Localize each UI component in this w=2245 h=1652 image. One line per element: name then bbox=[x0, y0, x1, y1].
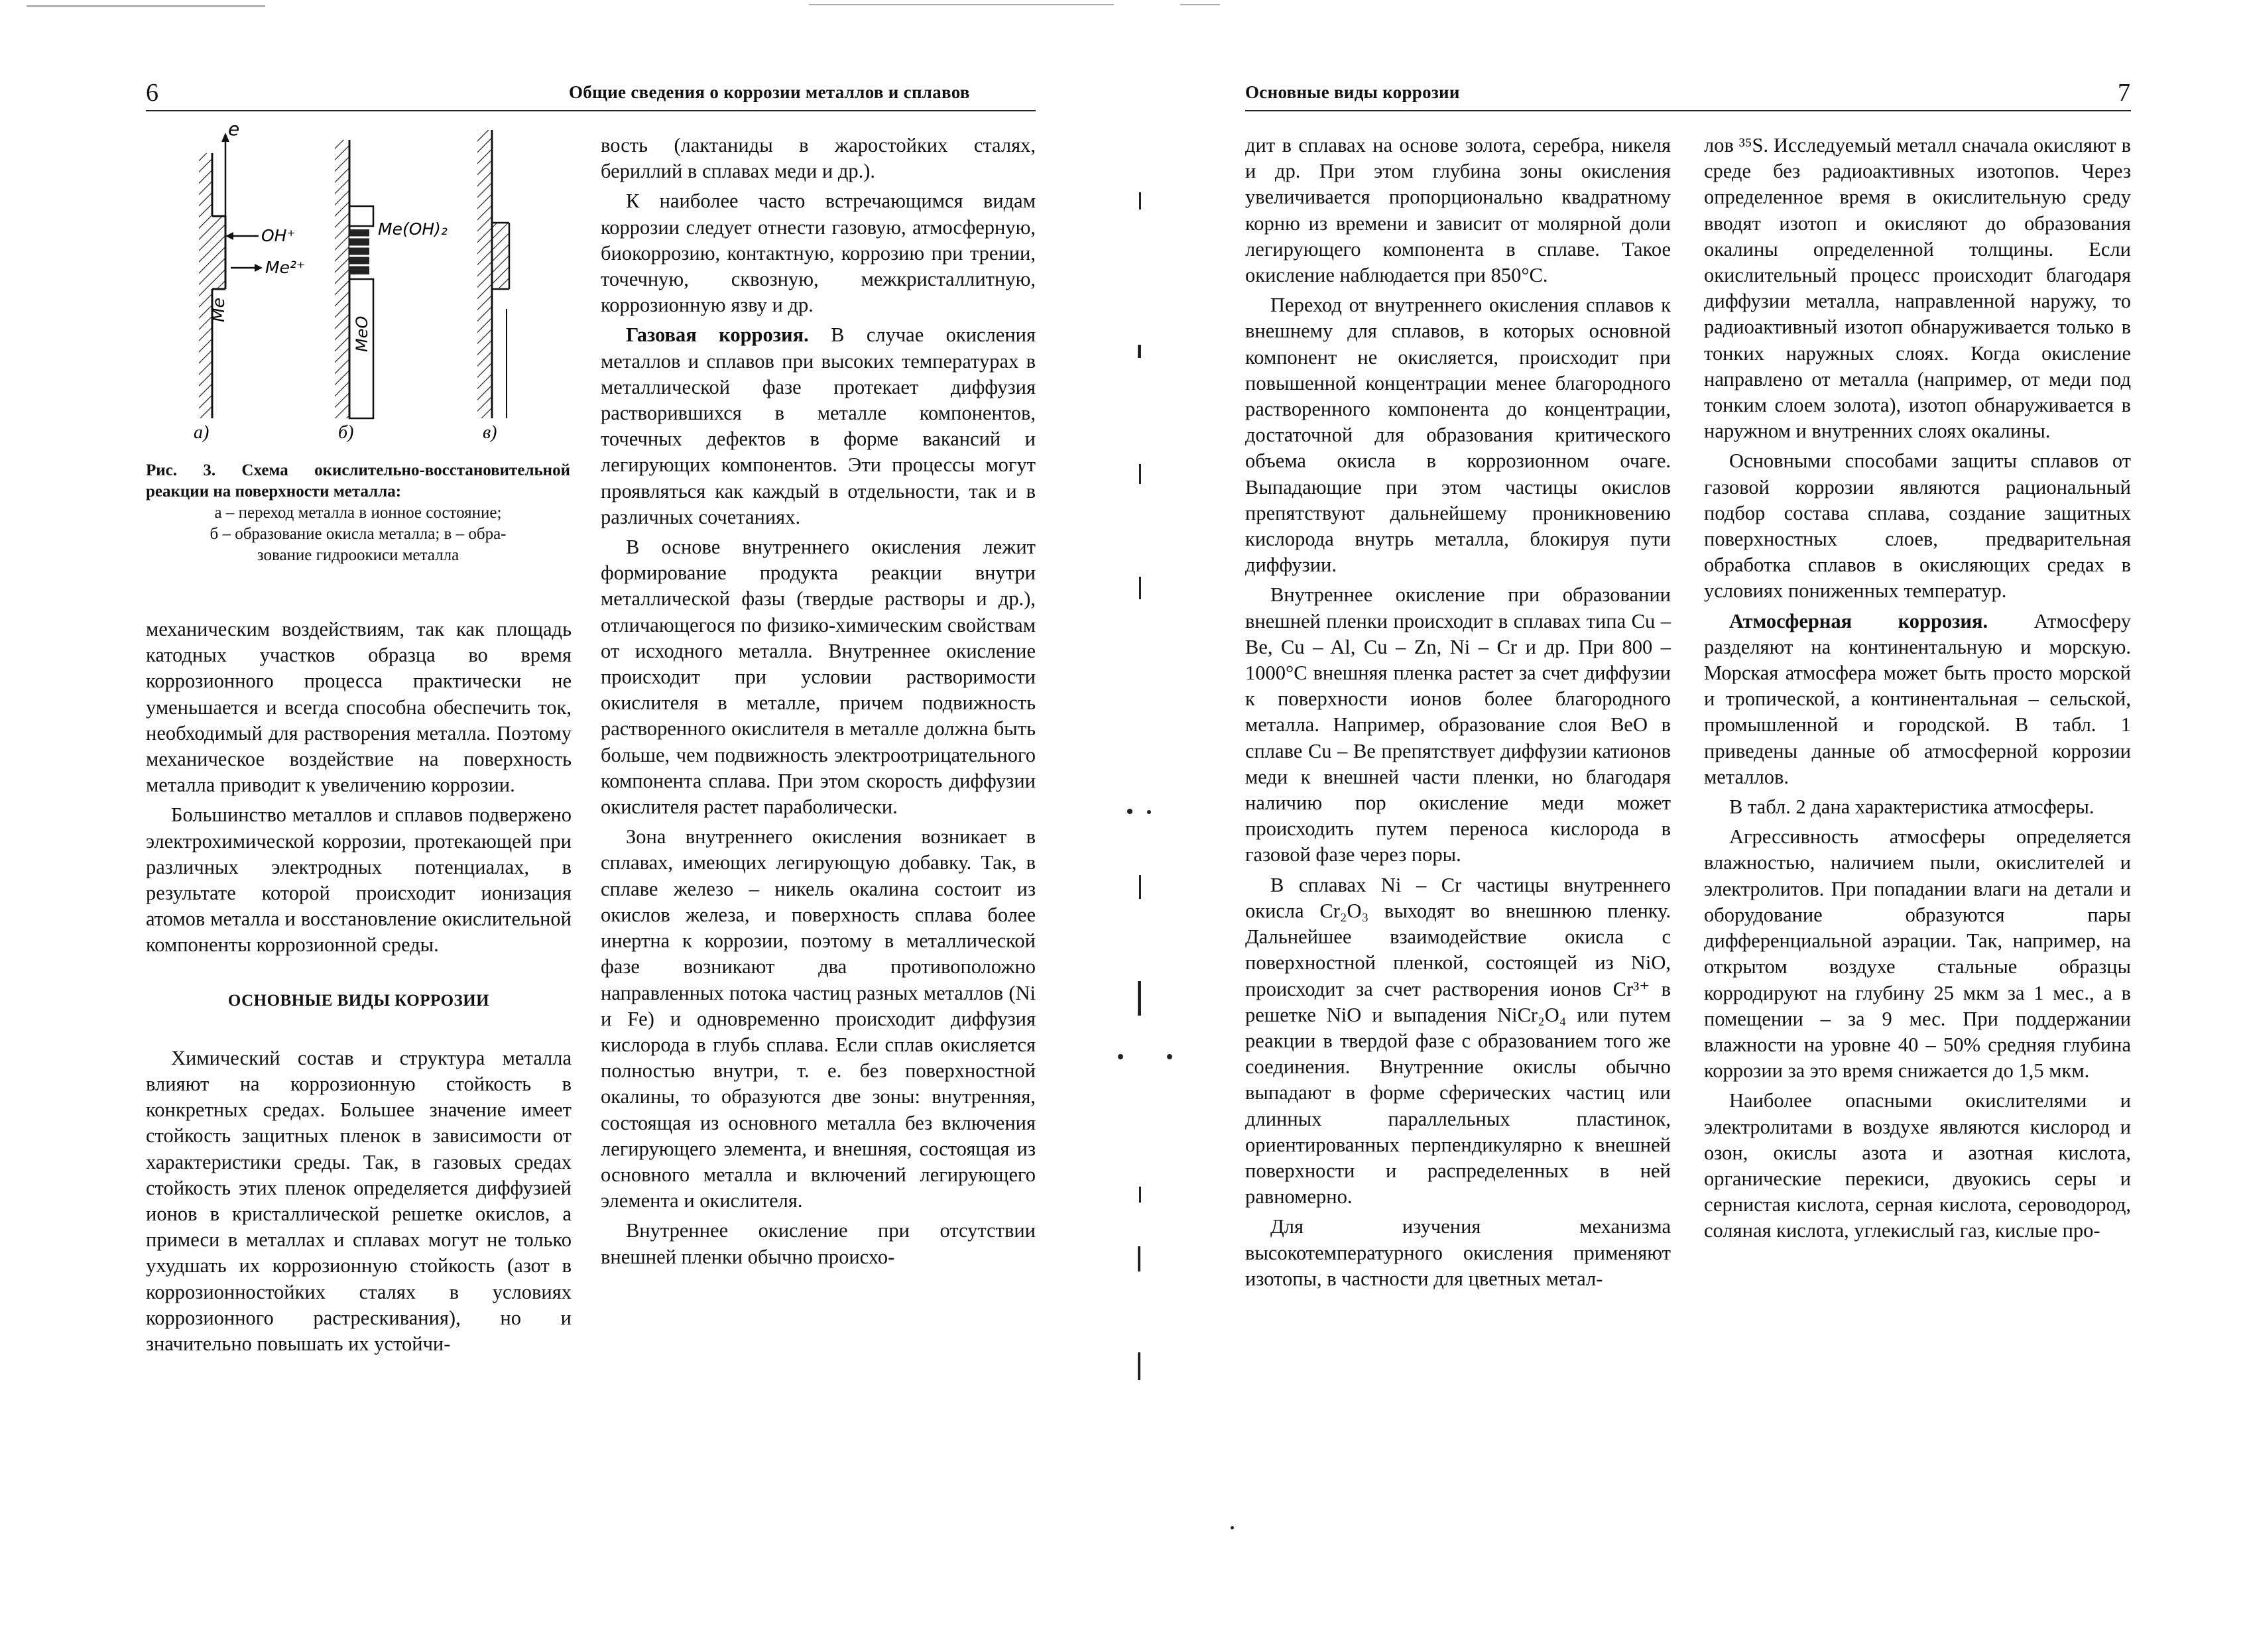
scan-artifact bbox=[809, 4, 1114, 5]
gutter-mark bbox=[1138, 345, 1141, 358]
gutter-mark bbox=[1139, 1187, 1141, 1203]
figure-panel-a bbox=[194, 123, 305, 443]
figure-caption-line: а – переход металла в ионное состояние; bbox=[214, 504, 502, 522]
section-heading: ОСНОВНЫЕ ВИДЫ КОРРОЗИИ bbox=[227, 991, 490, 1010]
gutter-mark bbox=[1147, 810, 1151, 814]
figure-3-caption bbox=[146, 460, 570, 566]
gutter-mark bbox=[1118, 1054, 1123, 1059]
figure-label-meo: MeO bbox=[353, 316, 371, 352]
paragraph: Газовая коррозия. В случае окисления металлов и сплавов при высоких температурах в металлической фазе протекает диффузия растворившихся в металле компонентов, точечных дефектов в форме вакансий и легирующих компонентов. Эти процессы могут проявляться как каждый в отдельности, так и в различных сочетаниях. bbox=[601, 324, 1036, 528]
figure-label-oh: OH⁺ bbox=[261, 226, 296, 245]
gutter-mark bbox=[1138, 1352, 1140, 1380]
gutter-mark bbox=[1139, 875, 1141, 899]
scan-artifact bbox=[27, 5, 265, 7]
figure-panel-b bbox=[335, 140, 448, 443]
paragraph: Большинство металлов и сплавов подвержено электрохимической коррозии, протекающей при различных электродных потенциалах, в результате которой происходит ионизация атомов металла и восстановление окислительной компоненты коррозионной среды. bbox=[146, 803, 572, 957]
left-page-column-2 bbox=[601, 133, 1036, 1274]
paragraph: Агрессивность атмосферы определяется влажностью, наличием пыли, окислителей и электролитов. При попадании влаги на детали и оборудование образуются пары дифференциальной аэрации. Так, например, на открытом воздухе стальные образцы корродируют на глубину 25 мкм за 1 мес., а в помещении – за 9 мес. При поддержании влажности на уровне 40 – 50% средняя глубина коррозии за это время снижается до 1,5 мкм. bbox=[1704, 825, 2131, 1083]
figure-caption-title: Рис. 3. Схема окислительно-восстановительной реакции на поверхности металла: bbox=[146, 461, 570, 501]
figure-label-me: Me bbox=[209, 298, 228, 322]
figure-3-diagram bbox=[146, 123, 570, 448]
figure-panel-v bbox=[477, 130, 509, 443]
gutter-mark bbox=[1127, 809, 1132, 814]
figure-label-e: e bbox=[228, 123, 240, 140]
run-in-heading: Атмосферная коррозия. bbox=[1729, 609, 1988, 632]
paragraph: Наиболее опасными окислителями и электролитами в воздухе являются кислород и озон, окислы азота и азотная кислота, органические перекиси, двуокись серы и сернистая кислота, серная кислота, сероводород, соляная кислота, углекислый газ, кислые про- bbox=[1704, 1089, 2131, 1242]
paragraph: Химический состав и структура металла влияют на коррозионную стойкость в конкретных средах. Большее значение имеет стойкость защитных пленок в зависимости от характеристики среды. Так, в газовых средах стойкость этих пленок определяется диффузией ионов в кристаллической решетке окислов, а примеси в металлах и сплавах могут не только ухудшать их коррозионную стойкость (азот в коррозионностойких сталях в условиях коррозионного растрескивания), но и значительно повышать их устойчи- bbox=[146, 1046, 572, 1356]
left-header-rule bbox=[146, 110, 1036, 111]
paragraph: Зона внутреннего окисления возникает в сплавах, имеющих легирующую добавку. Так, в сплаве железо – никель окалина состоит из окислов железа, и поверхность сплава более инертна к коррозии, поэтому в металлической фазе возникают два противоположно направленных потока частиц разных металлов (Ni и Fe) и одновременно происходит диффузия кислорода в глубь сплава. Если сплав окисляется полностью внутри, т. е. без поверхностной окалины, то образуются две зоны: внутренняя, состоящая из основного металла без включения легирующего элемента, и внешняя, состоящая из основного металла и включений легирующего элемента и окислителя. bbox=[601, 825, 1036, 1212]
left-running-head: Общие сведения о коррозии металлов и сплавов bbox=[569, 82, 970, 102]
paragraph: Атмосферная коррозия. Атмосферу разделяют на континентальную и морскую. Морская атмосфера может быть просто морской и тропической, а континентальная – сельской, промышленной и городской. В табл. 1 приведены данные об атмосферной коррозии металлов. bbox=[1704, 609, 2131, 788]
right-page-number: 7 bbox=[2118, 79, 2130, 107]
figure-label-a: а) bbox=[194, 422, 210, 443]
figure-label-v: в) bbox=[483, 422, 497, 443]
gutter-mark bbox=[1139, 192, 1141, 209]
gutter-mark bbox=[1138, 1246, 1140, 1271]
figure-label-me2: Me²⁺ bbox=[265, 258, 306, 277]
figure-caption-line: б – образование окисла металла; в – обра- bbox=[210, 525, 507, 543]
right-page-column-2 bbox=[1704, 133, 2131, 1248]
paragraph: В табл. 2 дана характеристика атмосферы. bbox=[1729, 796, 2094, 819]
gutter-mark bbox=[1167, 1054, 1172, 1059]
paragraph: Для изучения механизма высокотемпературного окисления применяют изотопы, в частности для цветных метал- bbox=[1245, 1215, 1671, 1290]
paragraph: Внутреннее окисление при отсутствии внешней пленки обычно происхо- bbox=[601, 1219, 1036, 1268]
paragraph: К наиболее часто встречающимся видам коррозии следует отнести газовую, атмосферную, биокоррозию, контактную, коррозию при трении, точечную, сквозную, межкристаллитную, коррозионную язву и др. bbox=[601, 190, 1036, 317]
figure-caption-line: зование гидроокиси металла bbox=[257, 546, 459, 564]
right-page-column-1 bbox=[1245, 133, 1671, 1296]
right-header-rule bbox=[1245, 110, 2131, 111]
paragraph: дит в сплавах на основе золота, серебра, никеля и др. При этом глубина зоны окисления увеличивается пропорционально квадратному корню из времени и зависит от молярной доли легирующего компонента в сплаве. Такое окисление наблюдается при 850°С. bbox=[1245, 134, 1671, 287]
right-running-head: Основные виды коррозии bbox=[1245, 82, 1460, 102]
gutter-mark bbox=[1138, 981, 1141, 1016]
paragraph: Внутреннее окисление при образовании внешней пленки происходит в сплавах типа Cu – Be, Cu – Al, Cu – Zn, Ni – Cr и др. При 800 – 1000°С внешняя пленка растет за счет диффузии к поверхности ионов более благородного металла. Например, образование слоя BeO в сплаве Cu – Be препятствует диффузии катионов меди к внешней части пленки, но благодаря наличию пор окисление меди может происходить путем переноса кислорода в газовой фазе через поры. bbox=[1245, 583, 1671, 866]
paragraph: В основе внутреннего окисления лежит формирование продукта реакции внутри металлической фазы (твердые растворы и др.), отличающегося по физико-химическим свойствам от исходного металла. Внутреннее окисление происходит при условии растворимости окислителя в металле, причем подвижность растворенного окислителя в металле должна быть больше, чем подвижность электроотрицательного компонента сплава. При этом скорость диффузии окислителя растет параболически. bbox=[601, 536, 1036, 819]
run-in-heading: Газовая коррозия. bbox=[626, 324, 809, 347]
left-page-column-1 bbox=[146, 617, 572, 1361]
paragraph: Основными способами защиты сплавов от газовой коррозии являются рациональный подбор состава сплава, создание защитных поверхностных слоев, предварительная обработка сплавов в окисляющих средах в условиях пониженных температур. bbox=[1704, 449, 2131, 603]
figure-label-b: б) bbox=[338, 422, 354, 443]
figure-label-meoh2: Me(OH)₂ bbox=[378, 219, 448, 239]
left-page-number: 6 bbox=[146, 79, 158, 107]
gutter-mark bbox=[1139, 464, 1141, 484]
scan-artifact bbox=[1231, 1526, 1234, 1529]
paragraph: вость (лактаниды в жаростойких сталях, бериллий в сплавах меди и др.). bbox=[601, 134, 1036, 183]
scan-artifact bbox=[1180, 4, 1220, 5]
paragraph: лов ³⁵S. Исследуемый металл сначала окисляют в среде без радиоактивных изотопов. Через определенное время в окислительную среду вводят изотоп и окисляют до образования окалины определенной толщины. Если окислительный процесс происходит благодаря диффузии металла, направленной наружу, то радиоактивный изотоп обнаруживается только в тонких наружных слоях. Когда окисление направлено от металла (например, от меди под тонким слоем золота), изотоп обнаруживается в наружном и внутренних слоях окалины. bbox=[1704, 134, 2131, 443]
paragraph: В сплавах Ni – Cr частицы внутреннего окисла Cr₂O₃ выходят во внешнюю пленку. Дальнейшее взаимодействие окисла с поверхностной пленкой, состоящей из NiO, происходит за счет растворения ионов Cr³⁺ в решетке NiO и выпадения NiCr₂O₄ или путем реакции в твердой фазе с образованием того же соединения. Внутренние окислы обычно выпадают в форме сферических частиц или длинных параллельных пластинок, ориентированных перпендикулярно к внешней поверхности и распределенных в ней равномерно. bbox=[1245, 873, 1671, 1209]
paragraph: Переход от внутреннего окисления сплавов к внешнему для сплавов, в которых основной компонент не окисляется, происходит при повышенной концентрации менее благородного растворенного компонента до концентрации, достаточной для образования критического объема окисла в коррозионном очаге. Выпадающие при этом частицы окислов препятствуют дальнейшему проникновению кислорода внутрь металла, блокируя пути диффузии. bbox=[1245, 294, 1671, 577]
paragraph: механическим воздействиям, так как площадь катодных участков образца во время коррозионного процесса практически не уменьшается и всегда способна обеспечить ток, необходимый для растворения металла. Поэтому механическое воздействие на поверхность металла приводит к увеличению коррозии. bbox=[146, 618, 572, 797]
gutter-mark bbox=[1139, 577, 1141, 599]
